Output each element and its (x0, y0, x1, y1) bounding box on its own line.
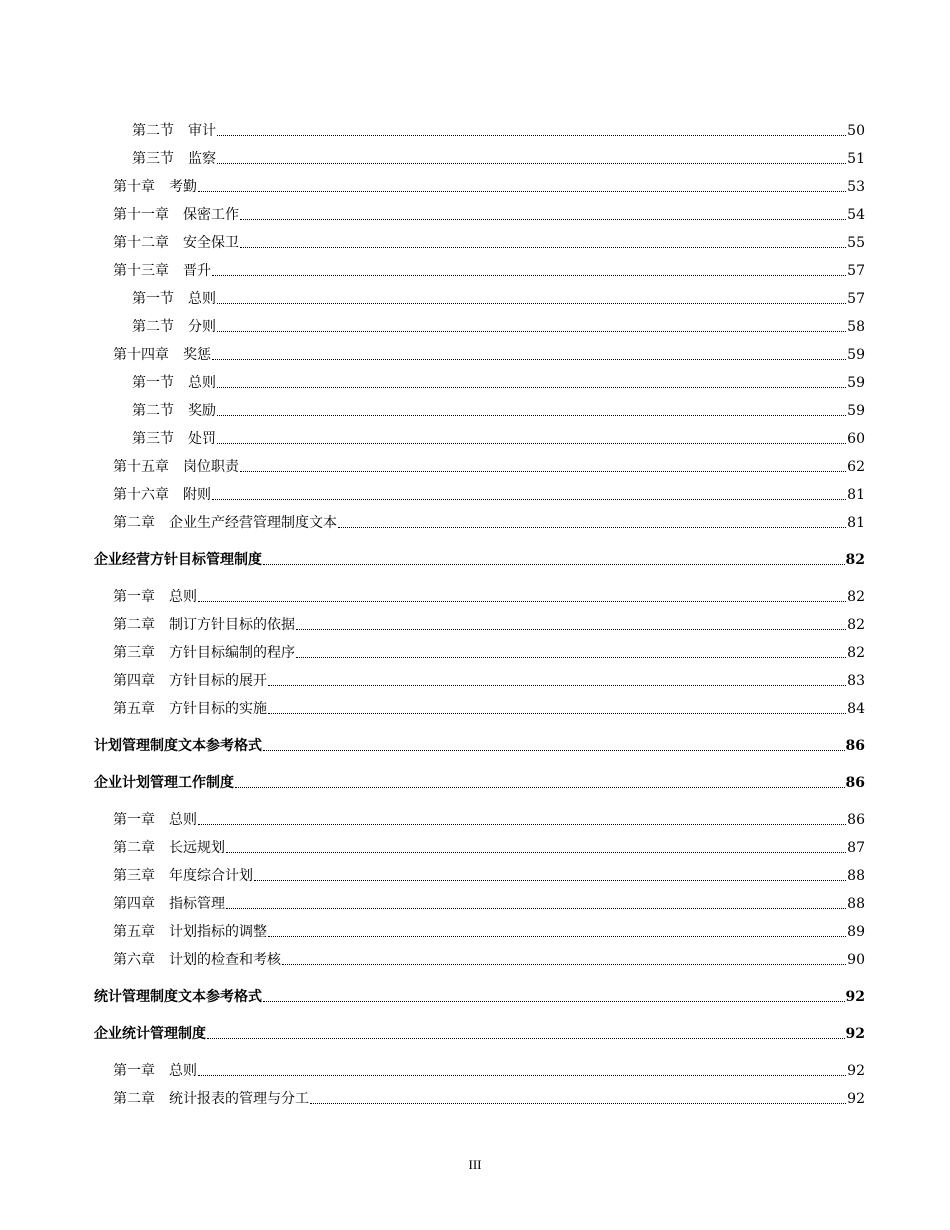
toc-entry-number: 第十章 (113, 179, 155, 195)
toc-entry-page-number: 81 (847, 487, 865, 503)
toc-entry-number: 第五章 (113, 701, 155, 717)
toc-entry-title: 总则 (169, 812, 197, 828)
toc-entry[interactable] (113, 1062, 865, 1080)
dot-leader (235, 787, 845, 788)
toc-entry-page-number: 89 (847, 924, 865, 940)
toc-entry-title: 统计管理制度文本参考格式 (94, 989, 262, 1005)
dot-leader (240, 247, 846, 248)
toc-entry[interactable] (113, 839, 865, 857)
toc-entry-number: 第三节 (132, 151, 174, 167)
toc-entry[interactable] (94, 1025, 865, 1043)
toc-entry-title: 保密工作 (183, 207, 239, 223)
dot-leader (212, 275, 846, 276)
toc-entry-title: 制订方针目标的依据 (169, 617, 295, 633)
toc-entry-number: 第一章 (113, 812, 155, 828)
dot-leader (240, 471, 846, 472)
toc-entry[interactable] (94, 988, 865, 1006)
dot-leader (268, 713, 846, 714)
toc-entry[interactable] (113, 700, 865, 718)
toc-entry[interactable] (113, 616, 865, 634)
toc-entry-page-number: 55 (847, 235, 865, 251)
toc-entry-page-number: 92 (845, 989, 865, 1005)
toc-entry[interactable] (132, 318, 865, 336)
dot-leader (198, 601, 846, 602)
toc-entry-page-number: 87 (847, 840, 865, 856)
toc-entry[interactable] (132, 290, 865, 308)
toc-entry-page-number: 59 (847, 375, 865, 391)
toc-entry-number: 第一章 (113, 589, 155, 605)
toc-entry-title: 监察 (188, 151, 216, 167)
dot-leader (310, 1103, 846, 1104)
toc-entry-title: 企业计划管理工作制度 (94, 775, 234, 791)
toc-entry-number: 第十六章 (113, 487, 169, 503)
toc-entry-number: 第十四章 (113, 347, 169, 363)
dot-leader (254, 880, 846, 881)
toc-entry-title: 计划的检查和考核 (169, 952, 281, 968)
toc-entry-number: 第二节 (132, 123, 174, 139)
toc-entry[interactable] (132, 122, 865, 140)
dot-leader (263, 750, 845, 751)
toc-entry[interactable] (132, 150, 865, 168)
toc-entry-title: 分则 (188, 319, 216, 335)
toc-entry-title: 总则 (188, 291, 216, 307)
dot-leader (268, 685, 846, 686)
toc-entry-page-number: 57 (847, 263, 865, 279)
toc-entry-title: 长远规划 (169, 840, 225, 856)
toc-entry-page-number: 58 (847, 319, 865, 335)
toc-entry-title: 企业统计管理制度 (94, 1026, 206, 1042)
page-number: III (468, 1157, 482, 1172)
dot-leader (217, 163, 846, 164)
toc-entry-page-number: 82 (847, 589, 865, 605)
dot-leader (226, 908, 846, 909)
toc-entry-page-number: 62 (847, 459, 865, 475)
toc-entry-number: 第十五章 (113, 459, 169, 475)
toc-entry[interactable] (132, 374, 865, 392)
toc-entry-number: 第一节 (132, 291, 174, 307)
dot-leader (338, 527, 846, 528)
toc-entry-page-number: 86 (845, 738, 865, 754)
toc-entry-number: 第四章 (113, 896, 155, 912)
dot-leader (268, 936, 846, 937)
toc-entry-page-number: 50 (847, 123, 865, 139)
toc-entry-page-number: 54 (847, 207, 865, 223)
toc-entry-number: 第五章 (113, 924, 155, 940)
toc-entry[interactable] (94, 774, 865, 792)
toc-entry[interactable] (113, 458, 865, 476)
toc-entry-title: 岗位职责 (183, 459, 239, 475)
toc-entry[interactable] (113, 811, 865, 829)
toc-entry-page-number: 57 (847, 291, 865, 307)
toc-entry-number: 第三章 (113, 645, 155, 661)
toc-entry-title: 处罚 (188, 431, 216, 447)
toc-entry-page-number: 59 (847, 347, 865, 363)
dot-leader (217, 387, 846, 388)
toc-entry-page-number: 86 (847, 812, 865, 828)
toc-entry[interactable] (132, 402, 865, 420)
toc-entry-title: 附则 (183, 487, 211, 503)
toc-entry-title: 方针目标的实施 (169, 701, 267, 717)
toc-entry-page-number: 81 (847, 515, 865, 531)
toc-entry-page-number: 86 (845, 775, 865, 791)
toc-entry-title: 总则 (169, 1063, 197, 1079)
toc-entry[interactable] (113, 486, 865, 504)
toc-entry-number: 第二节 (132, 403, 174, 419)
toc-entry[interactable] (113, 672, 865, 690)
dot-leader (296, 629, 846, 630)
toc-entry[interactable] (113, 644, 865, 662)
toc-entry-page-number: 90 (847, 952, 865, 968)
toc-entry-title: 奖励 (188, 403, 216, 419)
toc-entry[interactable] (113, 262, 865, 280)
dot-leader (217, 303, 846, 304)
toc-entry-number: 第三章 (113, 868, 155, 884)
toc-entry[interactable] (113, 895, 865, 913)
toc-entry-title: 年度综合计划 (169, 868, 253, 884)
toc-entry-page-number: 82 (847, 645, 865, 661)
toc-entry-page-number: 92 (847, 1091, 865, 1107)
dot-leader (212, 359, 846, 360)
toc-entry[interactable] (113, 923, 865, 941)
toc-entry-title: 统计报表的管理与分工 (169, 1091, 309, 1107)
toc-entry[interactable] (113, 234, 865, 252)
toc-entry-number: 第四章 (113, 673, 155, 689)
toc-entry-title: 指标管理 (169, 896, 225, 912)
toc-entry-number: 第二章 (113, 1091, 155, 1107)
toc-entry-title: 晋升 (183, 263, 211, 279)
toc-entry-page-number: 53 (847, 179, 865, 195)
dot-leader (217, 135, 846, 136)
toc-entry-title: 审计 (188, 123, 216, 139)
toc-entry[interactable] (113, 867, 865, 885)
toc-entry-title: 考勤 (169, 179, 197, 195)
toc-entry[interactable] (132, 430, 865, 448)
toc-entry-page-number: 88 (847, 896, 865, 912)
toc-entry-title: 计划指标的调整 (169, 924, 267, 940)
toc-entry-number: 第二章 (113, 617, 155, 633)
toc-entry-number: 第六章 (113, 952, 155, 968)
toc-entry-title: 总则 (188, 375, 216, 391)
toc-entry[interactable] (113, 1090, 865, 1108)
toc-entry-title: 总则 (169, 589, 197, 605)
dot-leader (263, 1001, 845, 1002)
toc-entry[interactable] (113, 588, 865, 606)
toc-entry[interactable] (113, 346, 865, 364)
toc-entry-page-number: 92 (847, 1063, 865, 1079)
dot-leader (217, 331, 846, 332)
dot-leader (240, 219, 846, 220)
toc-entry-number: 第一章 (113, 1063, 155, 1079)
dot-leader (217, 415, 846, 416)
toc-entry-page-number: 84 (847, 701, 865, 717)
toc-entry[interactable] (113, 951, 865, 969)
toc-entry-page-number: 51 (847, 151, 865, 167)
dot-leader (207, 1038, 845, 1039)
dot-leader (263, 564, 845, 565)
toc-entry-number: 第二章 (113, 515, 155, 531)
dot-leader (217, 443, 846, 444)
toc-entry-number: 第十一章 (113, 207, 169, 223)
dot-leader (282, 964, 846, 965)
toc-entry-title: 方针目标编制的程序 (169, 645, 295, 661)
toc-entry-title: 企业生产经营管理制度文本 (169, 515, 337, 531)
toc-entry-title: 奖惩 (183, 347, 211, 363)
dot-leader (198, 191, 846, 192)
toc-entry[interactable] (94, 551, 865, 569)
toc-entry-number: 第一节 (132, 375, 174, 391)
toc-entry-page-number: 82 (845, 552, 865, 568)
dot-leader (212, 499, 846, 500)
dot-leader (296, 657, 846, 658)
toc-entry-title: 方针目标的展开 (169, 673, 267, 689)
toc-entry-title: 计划管理制度文本参考格式 (94, 738, 262, 754)
dot-leader (198, 1075, 846, 1076)
toc-entry[interactable] (94, 737, 865, 755)
toc-entry-number: 第二节 (132, 319, 174, 335)
toc-entry-page-number: 83 (847, 673, 865, 689)
dot-leader (198, 824, 846, 825)
toc-entry-title: 企业经营方针目标管理制度 (94, 552, 262, 568)
toc-entry-page-number: 92 (845, 1026, 865, 1042)
toc-entry[interactable] (113, 206, 865, 224)
toc-entry-page-number: 60 (847, 431, 865, 447)
toc-entry-page-number: 59 (847, 403, 865, 419)
toc-entry-title: 安全保卫 (183, 235, 239, 251)
toc-entry[interactable] (113, 514, 865, 532)
toc-entry-number: 第十三章 (113, 263, 169, 279)
toc-entry-page-number: 82 (847, 617, 865, 633)
toc-entry-number: 第二章 (113, 840, 155, 856)
toc-entry-number: 第三节 (132, 431, 174, 447)
toc-entry-number: 第十二章 (113, 235, 169, 251)
toc-entry[interactable] (113, 178, 865, 196)
toc-entry-page-number: 88 (847, 868, 865, 884)
dot-leader (226, 852, 846, 853)
